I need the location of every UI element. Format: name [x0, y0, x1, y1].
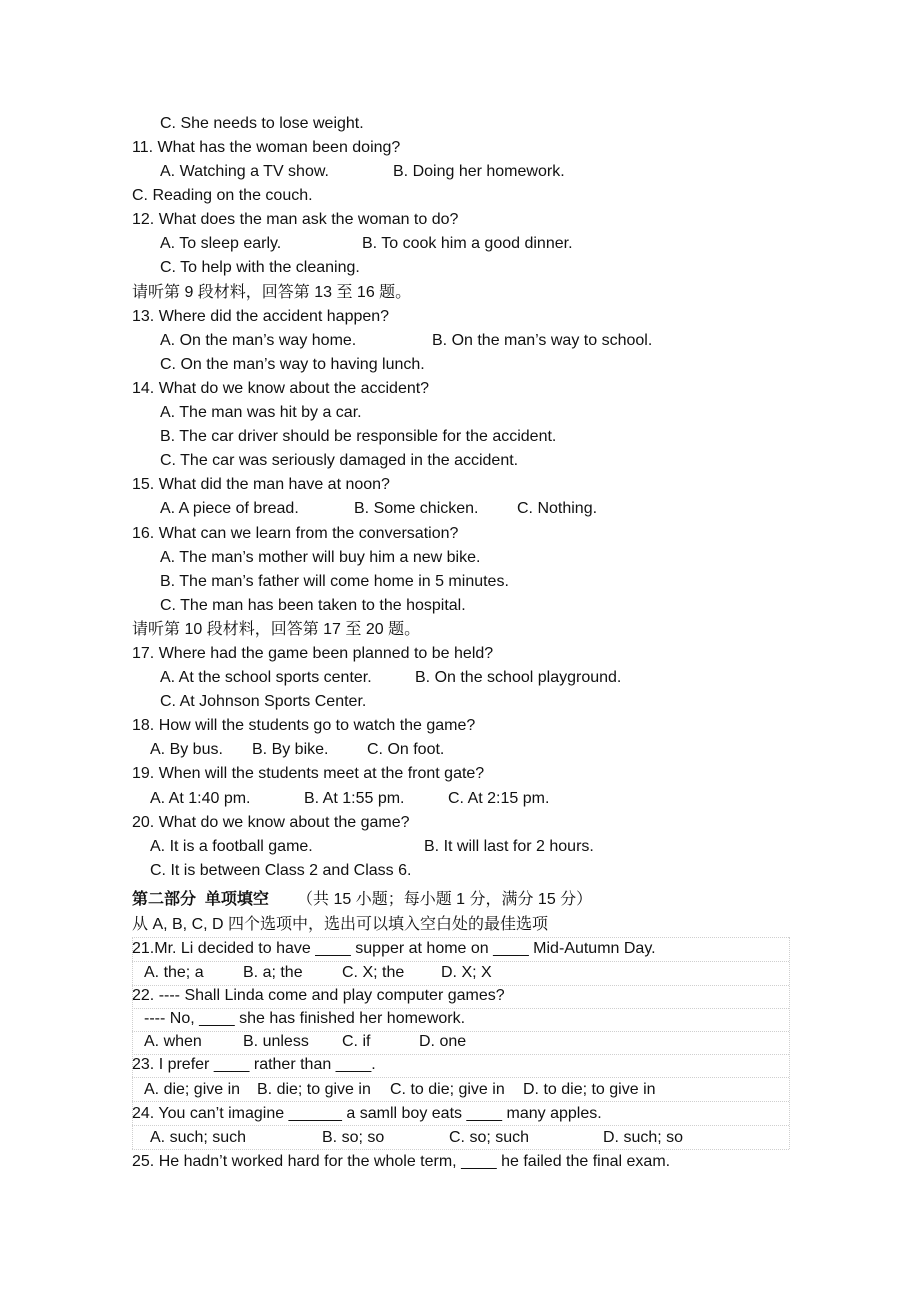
q15-question: 15. What did the man have at noon? — [132, 476, 390, 493]
q14-option-c: C. The car was seriously damaged in the accident. — [160, 452, 519, 469]
q17-option-b: B. On the school playground. — [415, 669, 622, 686]
q13-option-b: B. On the man’s way to school. — [432, 332, 653, 349]
q25-question: 25. He hadn’t worked hard for the whole term, ____ he failed the final exam. — [132, 1153, 671, 1170]
q11-question: 11. What has the woman been doing? — [132, 139, 401, 156]
q22-question: 22. ---- Shall Linda come and play computer games? — [132, 987, 505, 1004]
q12-question: 12. What does the man ask the woman to do? — [132, 211, 459, 228]
q23-question: 23. I prefer ____ rather than ____. — [132, 1056, 376, 1073]
q21-question: 21.Mr. Li decided to have ____ supper at home on ____ Mid-Autumn Day. — [132, 940, 656, 957]
q24-option-c: C. so; such — [449, 1129, 530, 1146]
q22-option-d: D. one — [419, 1033, 467, 1050]
q21-option-d: D. X; X — [441, 964, 492, 981]
q22-dialogue-reply: ---- No, ____ she has finished her homework. — [144, 1010, 466, 1027]
q18-option-c: C. On foot. — [367, 741, 445, 758]
q19-option-c: C. At 2:15 pm. — [448, 790, 550, 807]
q19-option-b: B. At 1:55 pm. — [304, 790, 405, 807]
q20-option-a: A. It is a football game. — [150, 838, 313, 855]
q12-option-a: A. To sleep early. — [160, 235, 282, 252]
q11-option-c: C. Reading on the couch. — [132, 187, 313, 204]
q21-option-a: A. the; a — [144, 964, 204, 981]
q14-option-a: A. The man was hit by a car. — [160, 404, 362, 421]
q20-option-c: C. It is between Class 2 and Class 6. — [150, 862, 412, 879]
q24-option-b: B. so; so — [322, 1129, 385, 1146]
q23-option-a: A. die; give in — [144, 1081, 241, 1098]
q13-question: 13. Where did the accident happen? — [132, 308, 390, 325]
part-two-title: 第二部分 单项填空 — [132, 891, 269, 908]
q10-option-c: C. She needs to lose weight. — [160, 115, 364, 132]
q11-option-a: A. Watching a TV show. — [160, 163, 329, 180]
q18-option-a: A. By bus. — [150, 741, 223, 758]
q23-option-b: B. die; to give in — [257, 1081, 371, 1098]
q17-option-a: A. At the school sports center. — [160, 669, 372, 686]
part-two-instruction: 从 A, B, C, D 四个选项中，选出可以填入空白处的最佳选项 — [132, 916, 549, 933]
q22-option-a: A. when — [144, 1033, 202, 1050]
q23-option-d: D. to die; to give in — [523, 1081, 656, 1098]
q13-option-c: C. On the man’s way to having lunch. — [160, 356, 425, 373]
q18-option-b: B. By bike. — [252, 741, 329, 758]
q16-option-b: B. The man’s father will come home in 5 minutes. — [160, 573, 509, 590]
q15-option-c: C. Nothing. — [517, 500, 598, 517]
q17-question: 17. Where had the game been planned to be held? — [132, 645, 494, 662]
q18-question: 18. How will the students go to watch the game? — [132, 717, 476, 734]
q16-option-a: A. The man’s mother will buy him a new bike. — [160, 549, 481, 566]
part-two-scoring: （共 15 小题；每小题 1 分，满分 15 分） — [297, 891, 593, 908]
q19-question: 19. When will the students meet at the front gate? — [132, 765, 485, 782]
q12-option-c: C. To help with the cleaning. — [160, 259, 360, 276]
q15-option-b: B. Some chicken. — [354, 500, 479, 517]
q21-option-c: C. X; the — [342, 964, 405, 981]
q21-option-b: B. a; the — [243, 964, 303, 981]
q19-option-a: A. At 1:40 pm. — [150, 790, 251, 807]
q24-option-d: D. such; so — [603, 1129, 684, 1146]
q24-question: 24. You can’t imagine ______ a samll boy eats ____ many apples. — [132, 1105, 602, 1122]
section-instruction-10: 请听第 10 段材料，回答第 17 至 20 题。 — [132, 621, 421, 638]
q22-option-c: C. if — [342, 1033, 371, 1050]
q23-option-c: C. to die; give in — [390, 1081, 505, 1098]
section-instruction-9: 请听第 9 段材料，回答第 13 至 16 题。 — [132, 284, 412, 301]
q16-question: 16. What can we learn from the conversation? — [132, 525, 459, 542]
q22-option-b: B. unless — [243, 1033, 309, 1050]
q20-question: 20. What do we know about the game? — [132, 814, 410, 831]
q14-question: 14. What do we know about the accident? — [132, 380, 430, 397]
q16-option-c: C. The man has been taken to the hospital. — [160, 597, 466, 614]
q20-option-b: B. It will last for 2 hours. — [424, 838, 594, 855]
q17-option-c: C. At Johnson Sports Center. — [160, 693, 367, 710]
q13-option-a: A. On the man’s way home. — [160, 332, 357, 349]
q24-option-a: A. such; such — [150, 1129, 247, 1146]
q11-option-b: B. Doing her homework. — [393, 163, 565, 180]
q14-option-b: B. The car driver should be responsible for the accident. — [160, 428, 557, 445]
q15-option-a: A. A piece of bread. — [160, 500, 299, 517]
q12-option-b: B. To cook him a good dinner. — [362, 235, 573, 252]
